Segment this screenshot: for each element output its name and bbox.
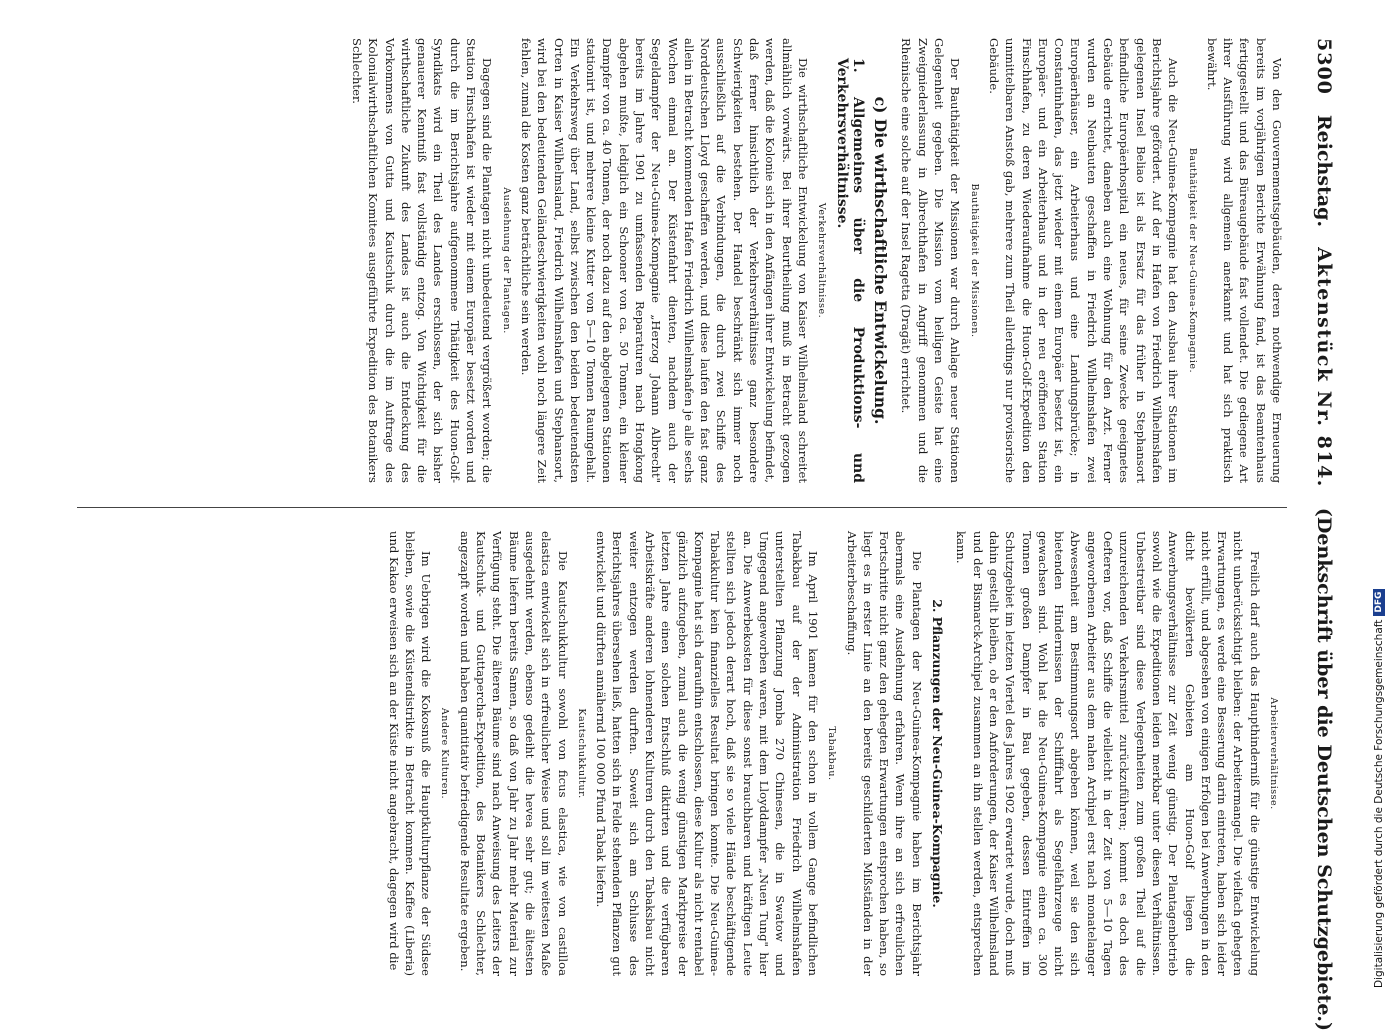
header-reichstag: Reichstag. — [1313, 114, 1335, 228]
right-subheading-arbeiter: Arbeiterverhältnisse. — [1268, 697, 1279, 810]
right-paragraph-3: Im April 1901 kamen für den schon in vollem Gange befindlichen Tabakbau auf der der Administration Friedrich Wilhelmshafen unterstellten Pflanzung Jomba 270 Chinesen, die in Swatow und Umgegend angeworben waren, mit dem Lloyddampfer „Nuen Tung" hier an. Die Anwerbekosten für diese sonst brauchbaren und kräftigen Leute stellten sich jedoch derart hoch, daß sie so viele Hände beschäftigende Tabakkultur kein finanzielles Resultat bringen konnte. Die Neu-Guinea-Kompagnie hat sich daraufhin entschlossen, diese Kultur als nicht rentabel gänzlich aufzugeben, zumal auch die wenig günstigen Marktpreise der letzten Jahre einen solchen Entschluß diktirten und die verfügbaren Arbeitskräfte anderen lohnenderen Kulturen durch den Tabaksbau nicht weiter entzogen werden durften. Soweit sich am Schlusse des Berichtsjahres übersehen ließ, hatten sich in Felde stehenden Pflanzen gut entwickelt und dürften annähernd 100 000 Pfund Tabak liefern. — [594, 531, 820, 976]
right-subheading-andere: Andere Kulturen. — [439, 707, 451, 800]
page-number: 5300 — [1313, 38, 1335, 95]
left-subheading-missionen: Bauthätigkeit der Missionen. — [968, 183, 980, 338]
right-paragraph-2: Die Plantagen der Neu-Guinea-Kompagnie haben im Berichtsjahr abermals eine Ausdehnung erfahren. Wenn ihre an sich erfreulichen Fortschritte nicht ganz den gehegten Erwartungen entsprochen haben, so liegt es in erster Linie an den bereits geschilderten Mißständen in der Arbeiterbeschaffung. — [844, 531, 924, 976]
dfg-logo: DFG — [1373, 589, 1385, 616]
left-subheading-neuguinea-bau: Bauthätigkeit der Neu-Guinea-Kompagnie. — [1186, 147, 1198, 374]
left-intro-paragraph: Von den Gouvernementsgebäuden, deren nothwendige Erneuerung bereits im vorjährigen Berichte Erwähnung fand, ist das Beamtenhaus fertiggestellt und das Büreaugebäude fast vollendet. Die gediegene Art ihrer Ausführung wird allgemein anerkannt und hat sich praktisch bewährt. — [1204, 38, 1284, 483]
left-paragraph-4: Dagegen sind die Plantagen nicht unbedeutend vergrößert worden; die Station Finschhafen ist wieder mit einem Europäer besetzt worden und durch die im Berichtsjahre aufgenommene Thätigkeit des Huon-Golf-Syndikats wird ein Theil des Landes erschlossen, der sich bisher genauerer Kenntniß fast vollständig entzog. Von Wichtigkeit für die wirthschaftliche Zukunft des Landes ist auch die Entdeckung des Vorkommens von Gutta und Kautschuk durch die im Auftrage des Kolonialwirthschaftlichen Komitees ausgeführte Expedition des Botanikers Schlechter. — [349, 38, 495, 483]
page-header — [1295, 38, 1335, 1031]
section-heading-c: c) Die wirthschaftliche Entwickelung. — [871, 96, 891, 425]
column-divider — [77, 507, 1287, 508]
header-denkschrift: (Denkschrift über die Deutschen Schutzgebiete.) — [1313, 507, 1335, 1031]
rotated-sheet — [65, 38, 1335, 1031]
digitization-credit-text: Digitalisierung gefördert durch die Deutsche Forschungsgemeinschaft — [1373, 619, 1385, 988]
header-aktenstueck: Aktenstück Nr. 814. — [1313, 247, 1335, 488]
right-paragraph-5: Im Uebrigen wird die Kokosnuß die Hauptkulturpflanze der Südsee bleiben, sowie die Küstendistrikte in Betracht kommen. Kaffee (Liberia) und Kakao erweisen sich an der Küste nicht angebracht, dagegen wird die — [386, 531, 434, 976]
left-subheading-plantagen: Ausdehnung der Plantagen. — [500, 187, 512, 334]
left-column — [348, 38, 1285, 483]
left-subheading-verkehr: Verkehrsverhältnisse. — [816, 202, 828, 319]
right-subheading-kautschuk: Kautschukkultur. — [575, 708, 587, 799]
left-paragraph-2: Der Bauthätigkeit der Missionen war durch Anlage neuer Stationen Gelegenheit gegeben. Die Mission vom heiligen Geiste hat eine Zweigniederlassung in Albrechthafen in Angriff genommen und die Rheinische eine solche auf der Insel Ragetta (Dragät) errichtet. — [899, 38, 963, 483]
right-paragraph-1: Freilich darf auch das Haupthinderniß für die günstige Entwickelung nicht unberücksichtigt bleiben: der Arbeitermangel. Die vielfach gehegten Erwartungen, es werde eine Besserung darin eintreten, haben sich leider nicht erfüllt, und abgesehen von einigen Erfolgen bei Anwerbungen in den dicht bevölkerten Gebieten am Huon-Golf liegen die Anwerbungsverhältnisse zur Zeit wenig günstig. Der Plantagenbetrieb sowohl wie die Expeditionen leiden merkbar unter diesen Verhältnissen. Unbestreitbar sind diese Verlegenheiten zum großen Theil auf die unzureichenden Verkehrsmittel zurückzuführen; kommt es doch des Oefteren vor, daß Schiffe die vielleicht in der Zeit von 5—10 Tagen angeworbenen Arbeiter aus dem nahen Archipel erst nach monatelanger Abwesenheit am Bestimmungsort abgeben können, weil sie den sich bietenden Hindernissen der Schifffahrt als Segelfahrzeuge nicht gewachsen sind. Wohl hat die Neu-Guinea-Kompagnie einen ca. 300 Tonnen großen Dampfer in Bau gegeben, dessen Eintreffen im Schutzgebiet im letzten Viertel des Jahres 1902 erwartet wurde, doch muß dahin gestellt bleiben, ob er den Anforderungen, der Kaiser Wilhelmsland und der Bismarck-Archipel zusammen an ihn stellen werden, entsprechen kann. — [954, 531, 1262, 976]
section-heading-1: 1. Allgemeines über die Produktions- und Verkehrsverhältnisse. — [833, 58, 866, 483]
section-heading-2: 2. Pflanzungen der Neu-Guinea-Kompagnie. — [930, 599, 946, 908]
digitization-credit — [1373, 589, 1385, 988]
right-subheading-tabakbau: Tabakbau. — [826, 726, 838, 781]
left-paragraph-3: Die wirthschaftliche Entwickelung von Kaiser Wilhelmsland schreitet allmählich vorwärts. Bei ihrer Beurtheilung muß in Betracht gezogen werden, daß die Kolonie sich in den Anfängen ihrer Entwickelung befindet, daß ferner hinsichtlich der Verkehrsverhältnisse ganz besondere Schwierigkeiten bestehen. Der Handel beschränkt sich immer noch ausschließlich auf die Verbindungen, die durch zwei Schiffe des Norddeutschen Lloyd geschaffen werden, und diese laufen den fast ganz allein in Betracht kommenden Hafen Friedrich Wilhelmshafen je alle sechs Wochen einmal an. Der Küstenfahrt dienten, nachdem auch der Segeldampfer der Neu-Guinea-Kompagnie „Herzog Johann Albrecht" bereits im Jahre 1901 zu umfassenden Reparaturen nach Hongkong abgehen mußte, lediglich ein Schooner von ca. 50 Tonnen, ein kleiner Dampfer von ca. 40 Tonnen, der noch dazu auf den abgelegenen Stationen stationirt ist, und mehrere kleine Kutter von 5—10 Tonnen Raumgehalt. Ein Verkehrsweg über Land, selbst zwischen den beiden bedeutendsten Orten in Kaiser Wilhelmsland, Friedrich Wilhelmshafen und Stephansort, wird bei den bedeutenden Geländeschwierigkeiten wohl noch längere Zeit fehlen, zumal die Kosten ganz beträchtliche sein werden. — [518, 38, 810, 483]
right-paragraph-4: Die Kautschukkultur sowohl von ficus elastica, wie von castilloa elastica entwickelt sich in erfreulicher Weise und soll im weitesten Maße ausgedehnt werden, ebenso gedeiht die hevea sehr gut; die ältesten Bäume liefern bereits Samen, so daß von Jahr zu Jahr mehr Material zur Verfügung steht. Die älteren Bäume sind nach Anweisung des Leiters der Kautschuk- und Guttapercha-Expedition, des Botanikers Schlechter, angezapft worden und haben quantitativ befriedigende Resultate ergeben. — [457, 531, 570, 976]
left-paragraph-1: Auch die Neu-Guinea-Kompagnie hat den Ausbau ihrer Stationen im Berichtsjahre gefördert. Auf der in Hafen von Friedrich Wilhelmshafen gelegenen Insel Beliao ist als Ersatz für das früher in Stephansort befindliche Europäerhospital ein neues, für seine Zwecke geeignetes Gebäude errichtet, daneben auch eine Wohnung für den Arzt. Ferner wurden an Neubauten geschaffen in Friedrich Wilhelmshafen zwei Europäerhäuser, ein Arbeiterhaus und eine Landungsbrücke; in Constantinhafen, das jetzt wieder mit einem Europäer besetzt ist, ein Europäer- und ein Arbeiterhaus und in der neu eröffneten Station Finschhafen, zu deren Wiederaufnahme die Huon-Golf-Expedition den unmittelbaren Anstoß gab, mehrere zum Theil allerdings nur provisorische Gebäude. — [986, 38, 1181, 483]
right-column — [384, 531, 1285, 976]
